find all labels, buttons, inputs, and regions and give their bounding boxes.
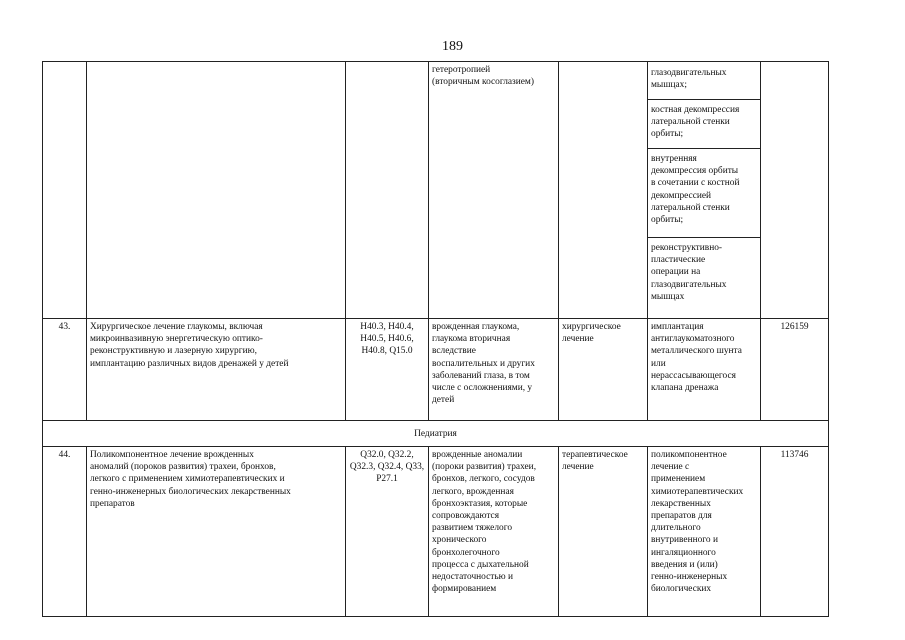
- method-item: костная декомпрессия латеральной стенки орбиты;: [648, 100, 760, 149]
- cell-treatment: терапевтическое лечение: [559, 447, 648, 617]
- methods-list: [648, 62, 760, 312]
- cell-diagnosis: гетеротропией (вторичным косоглазием): [429, 62, 559, 319]
- cell-price: 126159: [761, 319, 829, 421]
- method-item: глазодвигательных мышцах;: [648, 62, 760, 100]
- page-number: 189: [442, 39, 463, 54]
- cell-method: имплантация антиглаукоматозного металлического шунта или нерассасывающегося клапана дренажа: [648, 319, 761, 421]
- cell-diagnosis: врожденная глаукома, глаукома вторичная вследствие воспалительных и других заболеваний глаза, в том числе с осложнениями, у детей: [429, 319, 559, 421]
- method-item: реконструктивно- пластические операции на глазодвигательных мышцах: [651, 243, 727, 302]
- medical-care-table: [42, 61, 829, 617]
- section-row: [43, 421, 829, 447]
- section-title: Педиатрия: [43, 421, 829, 447]
- cell-codes: H40.3, H40.4, H40.5, H40.6, H40.8, Q15.0: [346, 319, 429, 421]
- cell-methods: [648, 62, 761, 319]
- cell-price: 113746: [761, 447, 829, 617]
- cell-number: 44.: [43, 447, 87, 617]
- method-item: внутренняя декомпрессия орбиты в сочетании с костной декомпрессией латеральной стенки орбиты;: [648, 149, 760, 238]
- cell-price: [761, 62, 829, 319]
- cell-number: [43, 62, 87, 319]
- cell-name: Поликомпонентное лечение врожденных аномалий (пороков развития) трахеи, бронхов, легкого с применением химиотерапевтических и генно-инженерных биологических лекарственных препаратов: [87, 447, 346, 617]
- cell-treatment: хирургическое лечение: [559, 319, 648, 421]
- cell-diagnosis: врожденные аномалии (пороки развития) трахеи, бронхов, легкого, сосудов легкого, врожденная бронхоэктазия, которые сопровождаются развитием тяжелого хронического бронхолегочного процесса с дыхательной недостаточностью и формированием: [429, 447, 559, 617]
- table-row-43: [43, 319, 829, 421]
- cell-name: Хирургическое лечение глаукомы, включая микроинвазивную энергетическую оптико- реконструктивную и лазерную хирургию, имплантацию различных видов дренажей у детей: [87, 319, 346, 421]
- cell-number: 43.: [43, 319, 87, 421]
- cell-codes: [346, 62, 429, 319]
- cell-treatment: [559, 62, 648, 319]
- cell-codes: Q32.0, Q32.2, Q32.3, Q32.4, Q33, P27.1: [346, 447, 429, 617]
- table-row-continuation: [43, 62, 829, 319]
- table-row-44: [43, 447, 829, 617]
- cell-name: [87, 62, 346, 319]
- cell-method: поликомпонентное лечение с применением химиотерапевтических лекарственных препаратов для длительного внутривенного и ингаляционного введения и (или) генно-инженерных биологических: [648, 447, 761, 617]
